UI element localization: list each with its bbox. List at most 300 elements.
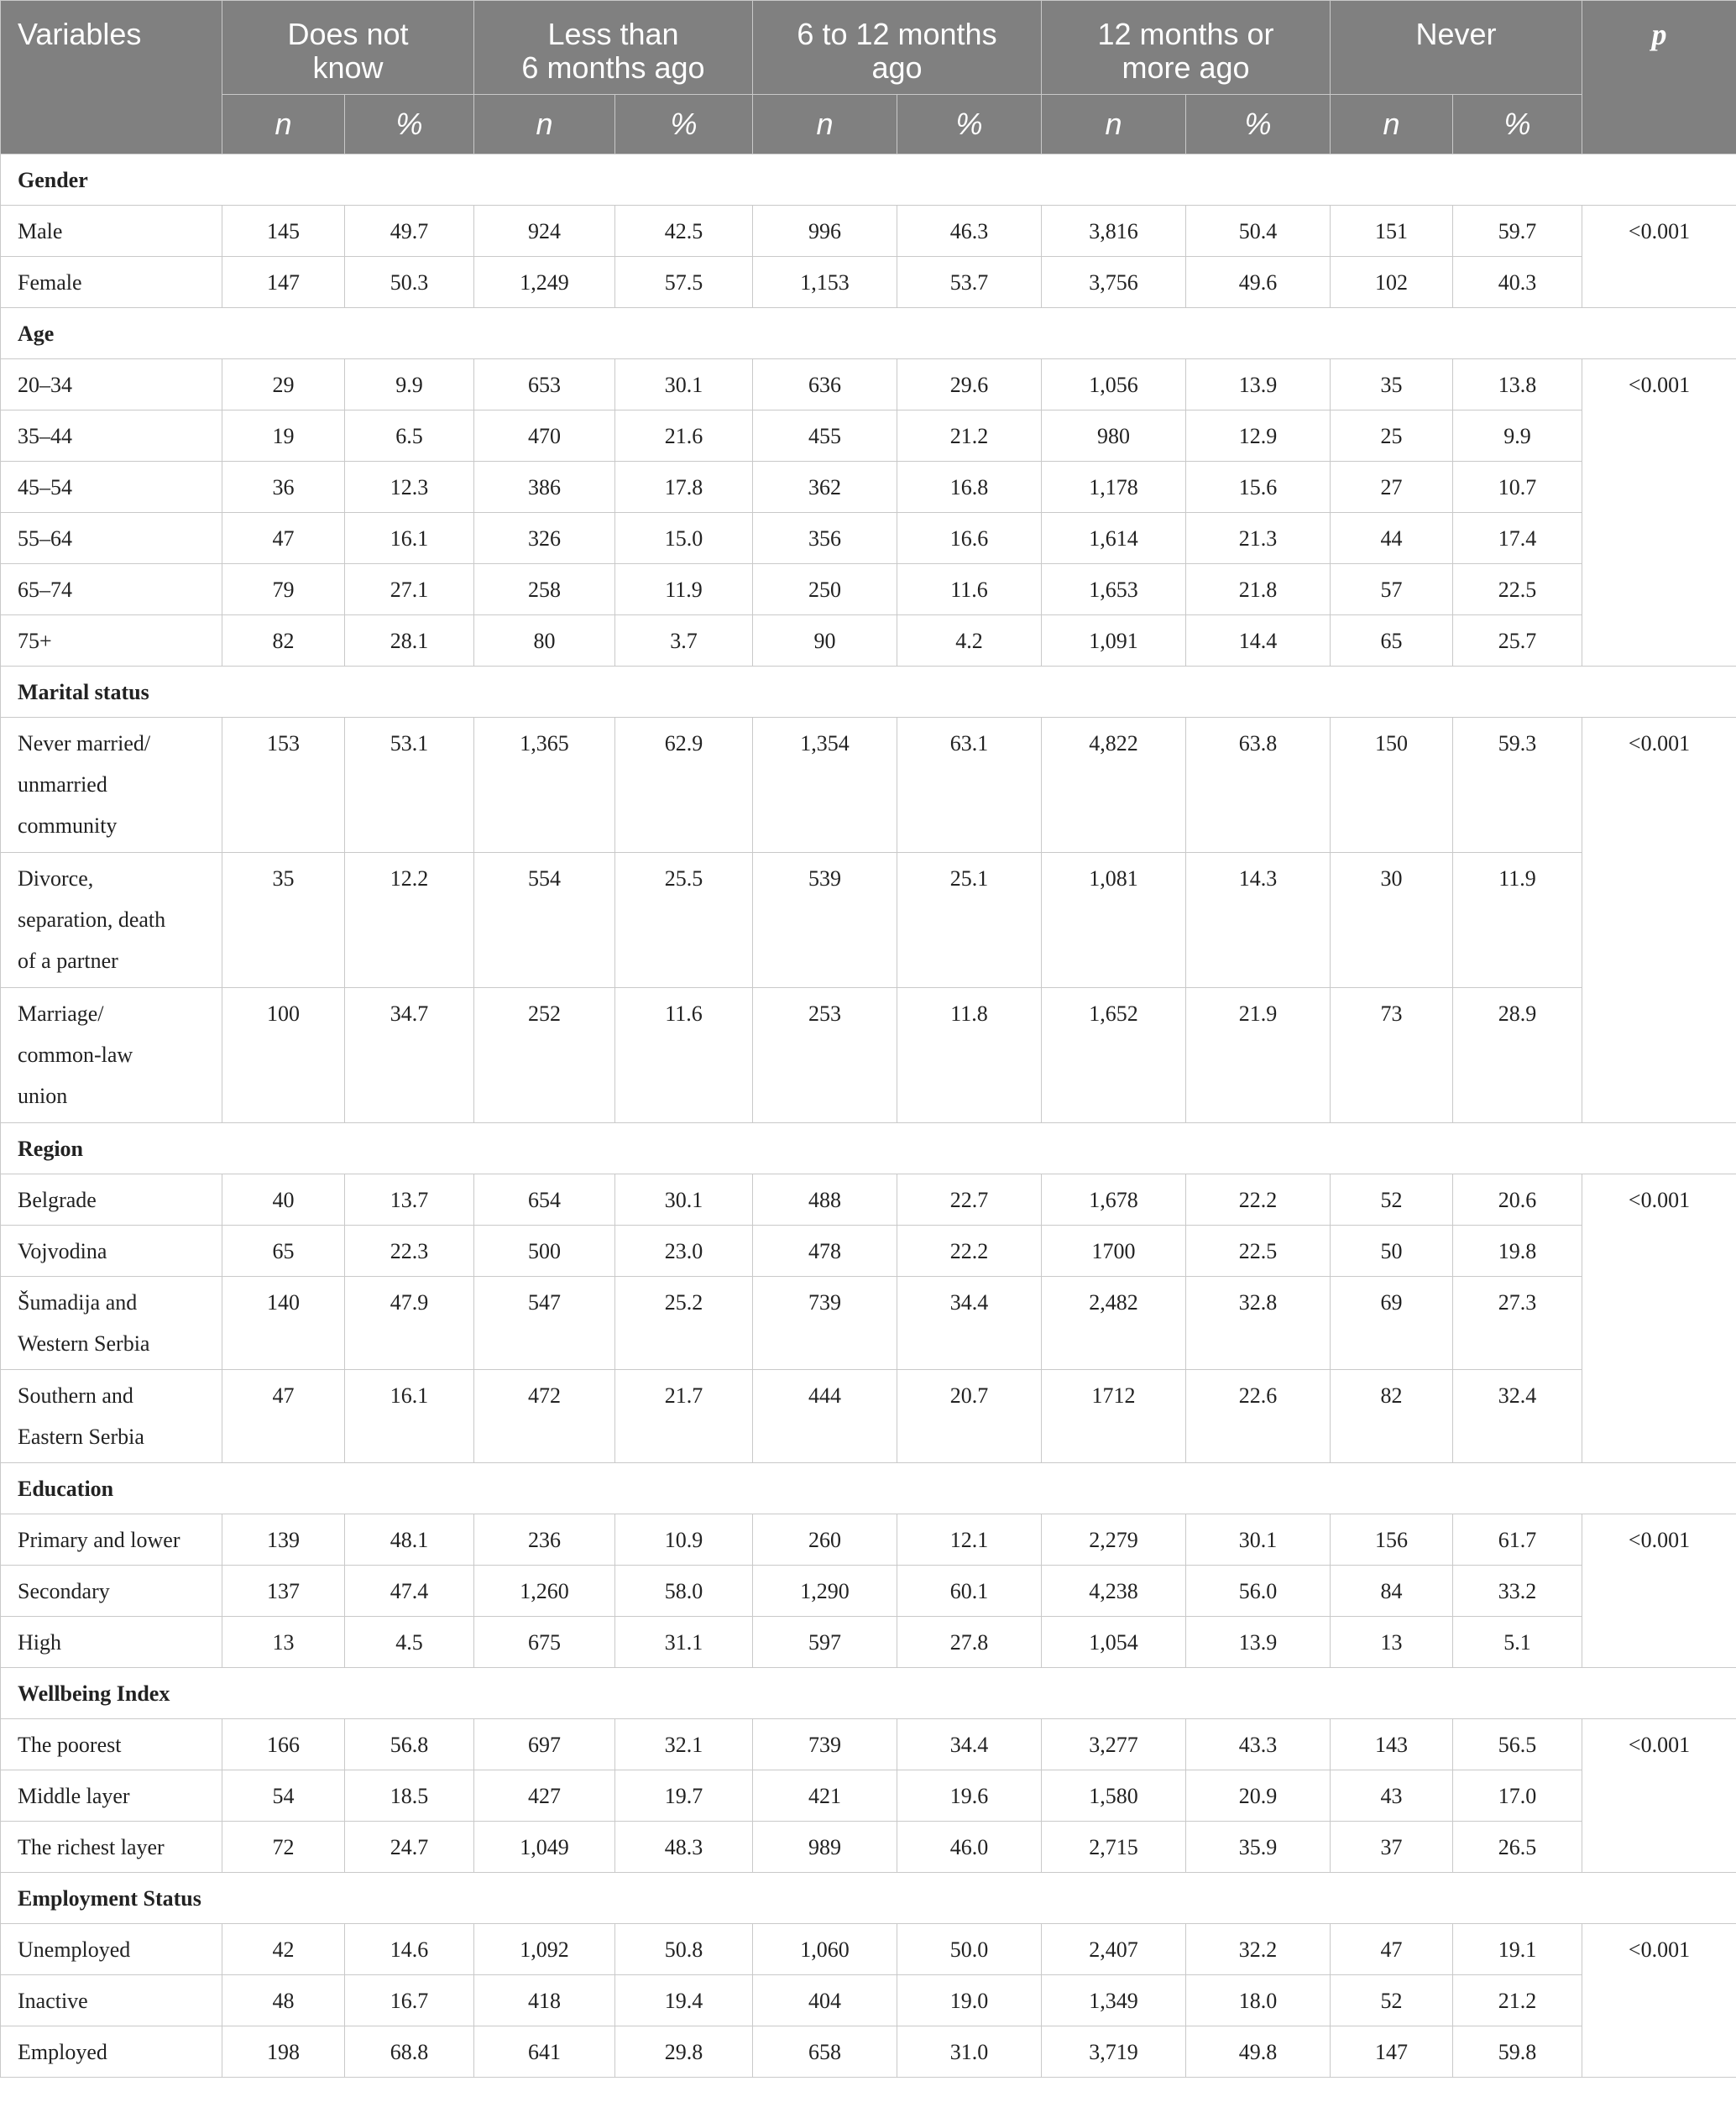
percent-cell: 6.5 bbox=[345, 410, 474, 462]
percent-cell: 17.8 bbox=[615, 462, 753, 513]
percent-cell: 32.2 bbox=[1186, 1924, 1331, 1975]
row-label-line: Šumadija and bbox=[18, 1290, 138, 1315]
percent-cell: 23.0 bbox=[615, 1226, 753, 1277]
row-label-line: Unemployed bbox=[18, 1937, 131, 1962]
variables-header-blank bbox=[1, 95, 222, 154]
count-cell: 1700 bbox=[1042, 1226, 1186, 1277]
percent-cell: 57.5 bbox=[615, 257, 753, 308]
row-label bbox=[1, 853, 222, 988]
percent-cell: 16.8 bbox=[897, 462, 1042, 513]
percent-cell: 14.3 bbox=[1186, 853, 1331, 988]
percent-cell: 29.6 bbox=[897, 359, 1042, 410]
count-cell: 151 bbox=[1331, 206, 1453, 257]
percent-cell: 11.9 bbox=[615, 564, 753, 615]
row-label-line: Middle layer bbox=[18, 1784, 130, 1808]
percent-cell: 19.6 bbox=[897, 1770, 1042, 1822]
table-row bbox=[1, 988, 1736, 1123]
count-cell: 37 bbox=[1331, 1822, 1453, 1873]
count-cell: 1,354 bbox=[753, 718, 897, 853]
row-label-line: Employed bbox=[18, 2040, 107, 2064]
count-cell: 488 bbox=[753, 1174, 897, 1226]
row-label-line: Inactive bbox=[18, 1989, 88, 2013]
count-cell: 258 bbox=[474, 564, 615, 615]
count-cell: 658 bbox=[753, 2026, 897, 2078]
row-label bbox=[1, 359, 222, 410]
count-cell: 654 bbox=[474, 1174, 615, 1226]
p-value-cell: <0.001 bbox=[1582, 1514, 1736, 1668]
percent-cell: 25.5 bbox=[615, 853, 753, 988]
count-cell: 547 bbox=[474, 1277, 615, 1370]
row-label bbox=[1, 1719, 222, 1770]
percent-cell: 30.1 bbox=[615, 1174, 753, 1226]
count-cell: 362 bbox=[753, 462, 897, 513]
row-label-line: High bbox=[18, 1630, 61, 1655]
percent-cell: 48.1 bbox=[345, 1514, 474, 1566]
percent-cell: 22.3 bbox=[345, 1226, 474, 1277]
count-cell: 472 bbox=[474, 1370, 615, 1463]
row-label bbox=[1, 718, 222, 853]
row-label bbox=[1, 206, 222, 257]
percent-cell: 21.7 bbox=[615, 1370, 753, 1463]
count-cell: 13 bbox=[1331, 1617, 1453, 1668]
percent-cell: 53.1 bbox=[345, 718, 474, 853]
section-title: Marital status bbox=[1, 667, 1736, 718]
count-cell: 1,091 bbox=[1042, 615, 1186, 667]
count-cell: 100 bbox=[222, 988, 345, 1123]
table-row bbox=[1, 1566, 1736, 1617]
percent-cell: 27.1 bbox=[345, 564, 474, 615]
percent-cell: 9.9 bbox=[345, 359, 474, 410]
percent-cell: 40.3 bbox=[1453, 257, 1582, 308]
count-cell: 404 bbox=[753, 1975, 897, 2026]
count-cell: 539 bbox=[753, 853, 897, 988]
percent-cell: 22.2 bbox=[1186, 1174, 1331, 1226]
percent-cell: 47.4 bbox=[345, 1566, 474, 1617]
table-row bbox=[1, 718, 1736, 853]
count-cell: 455 bbox=[753, 410, 897, 462]
row-label bbox=[1, 988, 222, 1123]
section-row bbox=[1, 308, 1736, 359]
percent-cell: 22.5 bbox=[1186, 1226, 1331, 1277]
count-cell: 1,056 bbox=[1042, 359, 1186, 410]
row-label-line: Male bbox=[18, 219, 63, 243]
count-cell: 44 bbox=[1331, 513, 1453, 564]
count-cell: 47 bbox=[1331, 1924, 1453, 1975]
count-cell: 1,365 bbox=[474, 718, 615, 853]
percent-cell: 26.5 bbox=[1453, 1822, 1582, 1873]
count-cell: 2,715 bbox=[1042, 1822, 1186, 1873]
count-cell: 147 bbox=[222, 257, 345, 308]
count-cell: 3,816 bbox=[1042, 206, 1186, 257]
row-label bbox=[1, 1924, 222, 1975]
count-cell: 143 bbox=[1331, 1719, 1453, 1770]
percent-cell: 11.8 bbox=[897, 988, 1042, 1123]
percent-cell: 16.7 bbox=[345, 1975, 474, 2026]
group-header-line: Less than bbox=[547, 17, 679, 51]
percent-cell: 16.6 bbox=[897, 513, 1042, 564]
percent-cell: 15.6 bbox=[1186, 462, 1331, 513]
count-cell: 90 bbox=[753, 615, 897, 667]
count-cell: 82 bbox=[222, 615, 345, 667]
percent-cell: 47.9 bbox=[345, 1277, 474, 1370]
n-header: n bbox=[222, 95, 345, 154]
percent-cell: 14.6 bbox=[345, 1924, 474, 1975]
section-title: Wellbeing Index bbox=[1, 1668, 1736, 1719]
row-label-line: union bbox=[18, 1084, 68, 1108]
percent-cell: 22.7 bbox=[897, 1174, 1042, 1226]
group-header-line: know bbox=[312, 50, 384, 85]
count-cell: 4,822 bbox=[1042, 718, 1186, 853]
count-cell: 80 bbox=[474, 615, 615, 667]
count-cell: 3,277 bbox=[1042, 1719, 1186, 1770]
count-cell: 27 bbox=[1331, 462, 1453, 513]
group-header-line: ago bbox=[871, 50, 923, 85]
count-cell: 250 bbox=[753, 564, 897, 615]
count-cell: 996 bbox=[753, 206, 897, 257]
p-value-cell: <0.001 bbox=[1582, 359, 1736, 667]
percent-cell: 15.0 bbox=[615, 513, 753, 564]
count-cell: 198 bbox=[222, 2026, 345, 2078]
row-label bbox=[1, 257, 222, 308]
table-row bbox=[1, 1226, 1736, 1277]
p-value-cell: <0.001 bbox=[1582, 718, 1736, 1123]
percent-cell: 60.1 bbox=[897, 1566, 1042, 1617]
p-value-header-blank bbox=[1582, 95, 1736, 154]
row-label-line: The richest layer bbox=[18, 1835, 165, 1859]
p-value-cell: <0.001 bbox=[1582, 1719, 1736, 1873]
count-cell: 2,482 bbox=[1042, 1277, 1186, 1370]
percent-cell: 18.0 bbox=[1186, 1975, 1331, 2026]
p-value-cell: <0.001 bbox=[1582, 206, 1736, 308]
percent-cell: 25.7 bbox=[1453, 615, 1582, 667]
n-header: n bbox=[1042, 95, 1186, 154]
percent-cell: 4.5 bbox=[345, 1617, 474, 1668]
count-cell: 19 bbox=[222, 410, 345, 462]
count-cell: 2,407 bbox=[1042, 1924, 1186, 1975]
table-row bbox=[1, 615, 1736, 667]
table-row bbox=[1, 2026, 1736, 2078]
count-cell: 73 bbox=[1331, 988, 1453, 1123]
row-label-line: of a partner bbox=[18, 949, 118, 973]
row-label bbox=[1, 1770, 222, 1822]
group-header-line: 6 to 12 months bbox=[797, 17, 997, 51]
percent-cell: 30.1 bbox=[615, 359, 753, 410]
percent-cell: 32.1 bbox=[615, 1719, 753, 1770]
percent-cell: 25.1 bbox=[897, 853, 1042, 988]
count-cell: 35 bbox=[222, 853, 345, 988]
group-header-line: Does not bbox=[287, 17, 409, 51]
group-header-does-not-know bbox=[222, 1, 474, 95]
count-cell: 48 bbox=[222, 1975, 345, 2026]
percent-cell: 13.9 bbox=[1186, 359, 1331, 410]
count-cell: 4,238 bbox=[1042, 1566, 1186, 1617]
count-cell: 500 bbox=[474, 1226, 615, 1277]
count-cell: 50 bbox=[1331, 1226, 1453, 1277]
percent-cell: 50.4 bbox=[1186, 206, 1331, 257]
percent-cell: 3.7 bbox=[615, 615, 753, 667]
percent-cell: 19.1 bbox=[1453, 1924, 1582, 1975]
count-cell: 1,580 bbox=[1042, 1770, 1186, 1822]
percent-cell: 25.2 bbox=[615, 1277, 753, 1370]
table-row bbox=[1, 1617, 1736, 1668]
percent-cell: 11.6 bbox=[897, 564, 1042, 615]
percent-cell: 34.4 bbox=[897, 1719, 1042, 1770]
table-row bbox=[1, 359, 1736, 410]
count-cell: 52 bbox=[1331, 1174, 1453, 1226]
row-label-line: common-law bbox=[18, 1043, 133, 1067]
percent-cell: 21.6 bbox=[615, 410, 753, 462]
percent-cell: 27.3 bbox=[1453, 1277, 1582, 1370]
percent-cell: 43.3 bbox=[1186, 1719, 1331, 1770]
count-cell: 82 bbox=[1331, 1370, 1453, 1463]
row-label bbox=[1, 462, 222, 513]
table-row bbox=[1, 1822, 1736, 1873]
row-label-line: 55–64 bbox=[18, 526, 72, 551]
count-cell: 356 bbox=[753, 513, 897, 564]
count-cell: 236 bbox=[474, 1514, 615, 1566]
percent-cell: 59.8 bbox=[1453, 2026, 1582, 2078]
percent-cell: 46.0 bbox=[897, 1822, 1042, 1873]
row-label bbox=[1, 1514, 222, 1566]
count-cell: 636 bbox=[753, 359, 897, 410]
table-row bbox=[1, 1975, 1736, 2026]
count-cell: 2,279 bbox=[1042, 1514, 1186, 1566]
count-cell: 35 bbox=[1331, 359, 1453, 410]
group-header-6-to-12-months bbox=[753, 1, 1042, 95]
count-cell: 30 bbox=[1331, 853, 1453, 988]
count-cell: 29 bbox=[222, 359, 345, 410]
count-cell: 1,349 bbox=[1042, 1975, 1186, 2026]
percent-cell: 21.2 bbox=[1453, 1975, 1582, 2026]
percent-cell: 10.7 bbox=[1453, 462, 1582, 513]
count-cell: 1,678 bbox=[1042, 1174, 1186, 1226]
n-header: n bbox=[753, 95, 897, 154]
count-cell: 150 bbox=[1331, 718, 1453, 853]
percent-cell: 22.6 bbox=[1186, 1370, 1331, 1463]
table-row bbox=[1, 1719, 1736, 1770]
row-label bbox=[1, 1174, 222, 1226]
table-row bbox=[1, 564, 1736, 615]
percent-cell: 14.4 bbox=[1186, 615, 1331, 667]
table-row bbox=[1, 1277, 1736, 1370]
group-header-line: 6 months ago bbox=[521, 50, 705, 85]
percent-cell: 63.1 bbox=[897, 718, 1042, 853]
row-label bbox=[1, 1617, 222, 1668]
count-cell: 147 bbox=[1331, 2026, 1453, 2078]
row-label-line: 45–54 bbox=[18, 475, 72, 499]
section-title: Education bbox=[1, 1463, 1736, 1514]
count-cell: 25 bbox=[1331, 410, 1453, 462]
row-label-line: The poorest bbox=[18, 1733, 122, 1757]
percent-cell: 50.0 bbox=[897, 1924, 1042, 1975]
row-label bbox=[1, 410, 222, 462]
row-label-line: Secondary bbox=[18, 1579, 110, 1603]
percent-cell: 49.8 bbox=[1186, 2026, 1331, 2078]
count-cell: 137 bbox=[222, 1566, 345, 1617]
row-label-line: 75+ bbox=[18, 629, 52, 653]
count-cell: 444 bbox=[753, 1370, 897, 1463]
table-row bbox=[1, 1770, 1736, 1822]
row-label bbox=[1, 615, 222, 667]
group-header-12-months-or-more bbox=[1042, 1, 1331, 95]
percent-cell: 13.8 bbox=[1453, 359, 1582, 410]
percent-cell: 53.7 bbox=[897, 257, 1042, 308]
header-row-groups bbox=[1, 1, 1736, 95]
row-label-line: Never married/ bbox=[18, 731, 151, 756]
count-cell: 1,054 bbox=[1042, 1617, 1186, 1668]
n-header: n bbox=[1331, 95, 1453, 154]
percent-cell: 12.1 bbox=[897, 1514, 1042, 1566]
count-cell: 252 bbox=[474, 988, 615, 1123]
count-cell: 69 bbox=[1331, 1277, 1453, 1370]
section-title: Gender bbox=[1, 154, 1736, 206]
percent-cell: 62.9 bbox=[615, 718, 753, 853]
percent-cell: 48.3 bbox=[615, 1822, 753, 1873]
section-title: Region bbox=[1, 1123, 1736, 1174]
percent-cell: 46.3 bbox=[897, 206, 1042, 257]
count-cell: 1,653 bbox=[1042, 564, 1186, 615]
percent-cell: 58.0 bbox=[615, 1566, 753, 1617]
count-cell: 641 bbox=[474, 2026, 615, 2078]
variables-header: Variables bbox=[1, 1, 222, 95]
percent-cell: 63.8 bbox=[1186, 718, 1331, 853]
count-cell: 166 bbox=[222, 1719, 345, 1770]
percent-cell: 22.5 bbox=[1453, 564, 1582, 615]
count-cell: 1,249 bbox=[474, 257, 615, 308]
count-cell: 3,756 bbox=[1042, 257, 1186, 308]
percent-cell: 49.6 bbox=[1186, 257, 1331, 308]
row-label bbox=[1, 1822, 222, 1873]
percent-cell: 20.7 bbox=[897, 1370, 1042, 1463]
count-cell: 697 bbox=[474, 1719, 615, 1770]
count-cell: 140 bbox=[222, 1277, 345, 1370]
count-cell: 57 bbox=[1331, 564, 1453, 615]
group-header-line: 12 months or bbox=[1097, 17, 1274, 51]
count-cell: 418 bbox=[474, 1975, 615, 2026]
row-label-line: Vojvodina bbox=[18, 1239, 107, 1263]
n-header: n bbox=[474, 95, 615, 154]
row-label-line: unmarried bbox=[18, 772, 107, 797]
row-label bbox=[1, 1566, 222, 1617]
percent-cell: 18.5 bbox=[345, 1770, 474, 1822]
count-cell: 54 bbox=[222, 1770, 345, 1822]
section-row bbox=[1, 1668, 1736, 1719]
percent-cell: 21.2 bbox=[897, 410, 1042, 462]
percent-cell: 22.2 bbox=[897, 1226, 1042, 1277]
percent-cell: 29.8 bbox=[615, 2026, 753, 2078]
percent-cell: 19.8 bbox=[1453, 1226, 1582, 1277]
percent-cell: 35.9 bbox=[1186, 1822, 1331, 1873]
percent-cell: 20.6 bbox=[1453, 1174, 1582, 1226]
count-cell: 153 bbox=[222, 718, 345, 853]
percent-cell: 24.7 bbox=[345, 1822, 474, 1873]
count-cell: 1,153 bbox=[753, 257, 897, 308]
count-cell: 1,060 bbox=[753, 1924, 897, 1975]
row-label bbox=[1, 1277, 222, 1370]
table-body bbox=[1, 154, 1736, 2078]
row-label bbox=[1, 2026, 222, 2078]
count-cell: 102 bbox=[1331, 257, 1453, 308]
row-label-line: Female bbox=[18, 270, 82, 295]
percent-cell: 19.0 bbox=[897, 1975, 1042, 2026]
percent-cell: 28.1 bbox=[345, 615, 474, 667]
count-cell: 47 bbox=[222, 1370, 345, 1463]
p-value-header: p bbox=[1582, 1, 1736, 95]
row-label-line: 35–44 bbox=[18, 424, 72, 448]
percent-cell: 32.4 bbox=[1453, 1370, 1582, 1463]
count-cell: 65 bbox=[1331, 615, 1453, 667]
count-cell: 156 bbox=[1331, 1514, 1453, 1566]
header-row-subcolumns bbox=[1, 95, 1736, 154]
count-cell: 326 bbox=[474, 513, 615, 564]
count-cell: 13 bbox=[222, 1617, 345, 1668]
section-row bbox=[1, 1873, 1736, 1924]
count-cell: 3,719 bbox=[1042, 2026, 1186, 2078]
table-row bbox=[1, 206, 1736, 257]
count-cell: 253 bbox=[753, 988, 897, 1123]
section-row bbox=[1, 154, 1736, 206]
pct-header: % bbox=[615, 95, 753, 154]
percent-cell: 31.0 bbox=[897, 2026, 1042, 2078]
count-cell: 47 bbox=[222, 513, 345, 564]
count-cell: 1,260 bbox=[474, 1566, 615, 1617]
count-cell: 1,178 bbox=[1042, 462, 1186, 513]
count-cell: 597 bbox=[753, 1617, 897, 1668]
percent-cell: 17.0 bbox=[1453, 1770, 1582, 1822]
row-label bbox=[1, 564, 222, 615]
row-label-line: Southern and bbox=[18, 1383, 133, 1408]
section-row bbox=[1, 1123, 1736, 1174]
row-label-line: Primary and lower bbox=[18, 1528, 180, 1552]
row-label-line: 20–34 bbox=[18, 373, 72, 397]
pct-header: % bbox=[1453, 95, 1582, 154]
table-row bbox=[1, 410, 1736, 462]
row-label-line: community bbox=[18, 813, 118, 838]
percent-cell: 21.9 bbox=[1186, 988, 1331, 1123]
pct-header: % bbox=[1186, 95, 1331, 154]
percent-cell: 34.4 bbox=[897, 1277, 1042, 1370]
percent-cell: 32.8 bbox=[1186, 1277, 1331, 1370]
percent-cell: 5.1 bbox=[1453, 1617, 1582, 1668]
count-cell: 1712 bbox=[1042, 1370, 1186, 1463]
count-cell: 989 bbox=[753, 1822, 897, 1873]
group-header-line: Never bbox=[1415, 17, 1497, 51]
row-label-line: Belgrade bbox=[18, 1188, 97, 1212]
count-cell: 1,652 bbox=[1042, 988, 1186, 1123]
count-cell: 260 bbox=[753, 1514, 897, 1566]
percent-cell: 59.3 bbox=[1453, 718, 1582, 853]
count-cell: 43 bbox=[1331, 1770, 1453, 1822]
percent-cell: 21.3 bbox=[1186, 513, 1331, 564]
percent-cell: 34.7 bbox=[345, 988, 474, 1123]
count-cell: 1,081 bbox=[1042, 853, 1186, 988]
table-row bbox=[1, 853, 1736, 988]
percent-cell: 42.5 bbox=[615, 206, 753, 257]
percent-cell: 20.9 bbox=[1186, 1770, 1331, 1822]
percent-cell: 12.9 bbox=[1186, 410, 1331, 462]
row-label bbox=[1, 513, 222, 564]
percent-cell: 11.6 bbox=[615, 988, 753, 1123]
percent-cell: 56.0 bbox=[1186, 1566, 1331, 1617]
row-label-line: separation, death bbox=[18, 907, 166, 932]
percent-cell: 10.9 bbox=[615, 1514, 753, 1566]
percent-cell: 21.8 bbox=[1186, 564, 1331, 615]
section-title: Employment Status bbox=[1, 1873, 1736, 1924]
percent-cell: 56.5 bbox=[1453, 1719, 1582, 1770]
count-cell: 65 bbox=[222, 1226, 345, 1277]
section-title: Age bbox=[1, 308, 1736, 359]
table-row bbox=[1, 513, 1736, 564]
